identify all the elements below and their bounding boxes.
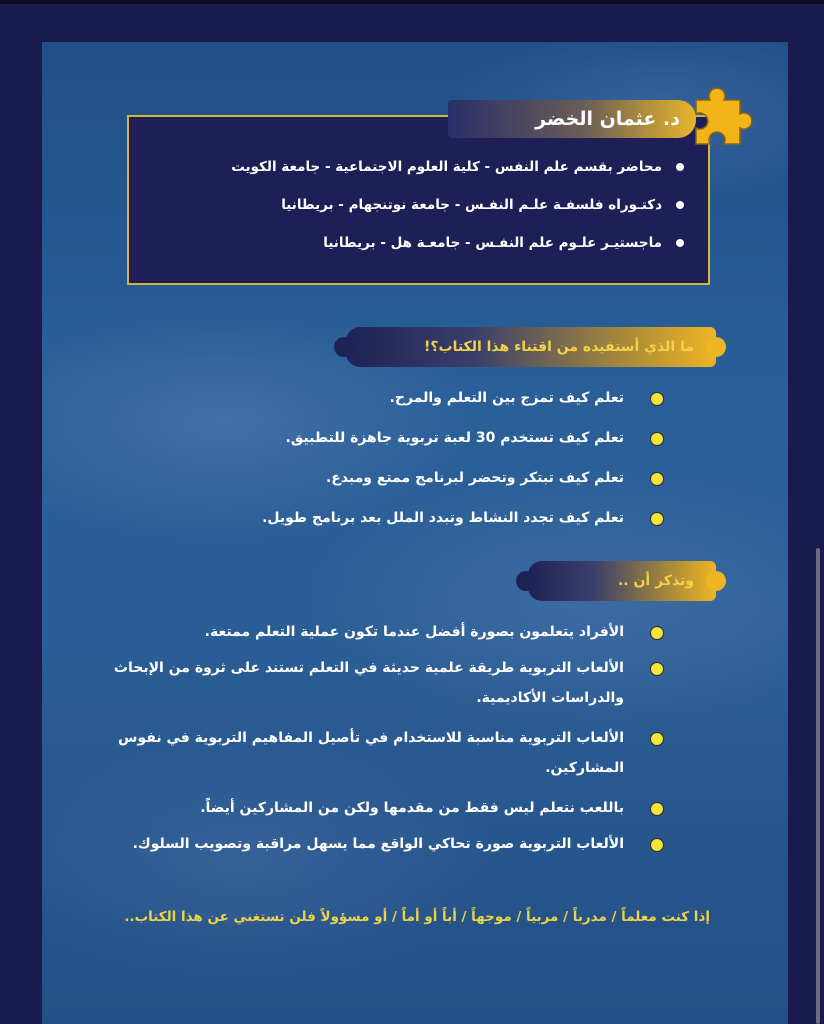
author-name-tab (448, 100, 696, 138)
reminders-heading-tab (528, 561, 716, 601)
yellow-bullet-icon (650, 662, 664, 676)
yellow-bullet-icon (650, 392, 664, 406)
benefits-heading-tab (346, 327, 716, 367)
yellow-bullet-icon (650, 472, 664, 486)
list-item: تعلم كيف تستخدم 30 لعبة تربوية جاهزة للتطبيق. (104, 427, 664, 467)
list-item: الألعاب التربوية طريقة علمية حديثة في التعلم تستند على ثروة من الإبحاث والدراسات الأكاديمية. (64, 653, 664, 713)
list-item: باللعب نتعلم ليس فقط من مقدمها ولكن من المشاركين أيضاً. (64, 793, 664, 823)
credential-item: دكتـوراه فلسفـة علـم النفـس - جامعة نوتنجهام - بريطانيا (164, 193, 684, 231)
yellow-bullet-icon (650, 732, 664, 746)
reminders-list (64, 617, 664, 865)
list-item: الألعاب التربوية صورة تحاكي الواقع مما يسهل مراقبة وتصويب السلوك. (64, 829, 664, 859)
vertical-scrollbar[interactable] (816, 548, 820, 1024)
list-item: تعلم كيف تجدد النشاط وتبدد الملل بعد برنامج طويل. (104, 507, 664, 547)
credential-item: محاضر بقسم علم النفس - كلية العلوم الاجتماعية - جامعة الكويت (164, 155, 684, 193)
reminders-heading: وتذكر أن .. (617, 573, 694, 589)
bullet-dot-icon (676, 163, 684, 171)
bullet-dot-icon (676, 239, 684, 247)
yellow-bullet-icon (650, 432, 664, 446)
yellow-bullet-icon (650, 838, 664, 852)
list-item: تعلم كيف تبتكر وتحضر لبرنامج ممتع ومبدع. (104, 467, 664, 507)
footer-note: إذا كنت معلماً / مدرباً / مربياً / موجهاً / أباً أو أماً / أو مسؤولاً فلن تستغني عن هذا الكتاب.. (124, 909, 710, 925)
author-name: د. عثمان الخضر (535, 108, 680, 130)
puzzle-piece-icon (682, 80, 754, 152)
benefits-heading: ما الذي أستفيده من اقتناء هذا الكتاب؟! (424, 339, 694, 355)
yellow-bullet-icon (650, 626, 664, 640)
benefits-list (104, 387, 664, 547)
yellow-bullet-icon (650, 802, 664, 816)
list-item: الأفراد يتعلمون بصورة أفضل عندما تكون عملية التعلم ممتعة. (64, 617, 664, 647)
list-item: تعلم كيف تمزج بين التعلم والمرح. (104, 387, 664, 427)
credential-item: ماجستيـر علـوم علم النفـس - جامعـة هل - بريطانيا (164, 231, 684, 269)
author-bio-box (127, 115, 710, 285)
book-cover-page (42, 42, 788, 1024)
bullet-dot-icon (676, 201, 684, 209)
list-item: الألعاب التربوية مناسبة للاستخدام في تأصيل المفاهيم التربوية في نفوس المشاركين. (64, 723, 664, 783)
author-credentials-list (164, 155, 684, 269)
window-top-edge (0, 0, 824, 4)
yellow-bullet-icon (650, 512, 664, 526)
